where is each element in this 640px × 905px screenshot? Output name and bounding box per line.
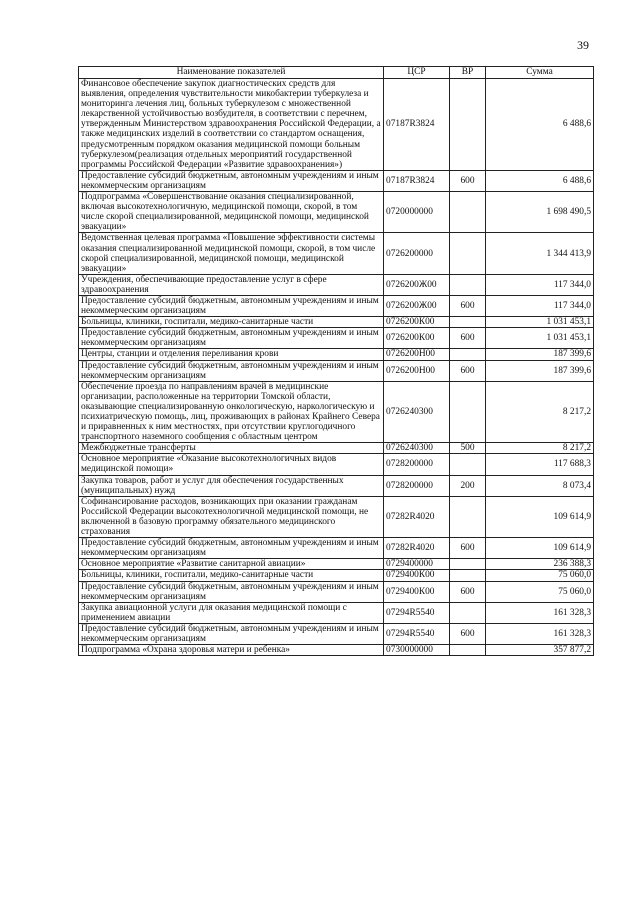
cell-sum: 187 399,6 xyxy=(486,349,594,360)
cell-sum: 187 399,6 xyxy=(486,360,594,381)
cell-vr xyxy=(450,79,486,171)
table-row xyxy=(79,645,594,656)
cell-vr xyxy=(450,559,486,570)
cell-sum: 6 488,6 xyxy=(486,170,594,191)
cell-name: Предоставление субсидий бюджетным, автономным учреждениям и иным некоммерческим организациям xyxy=(79,328,384,349)
cell-name: Финансовое обеспечение закупок диагностических средств для выявления, определения чувствительности микобактерии туберкулеза и мониторинга лечения лиц, больных туберкулезом с множественной лекарственной устойчивостью возбудителя, в соответствии с перечнем, утвержденным Министерством здравоохранения Российской Федерации, а также медицинских изделий в соответствии со стандартом оснащения, предусмотренным порядком оказания медицинской помощи больным туберкулезом(реализация отдельных мероприятий государственной программы Российской Федерации «Развитие здравоохранения») xyxy=(79,79,384,171)
cell-sum: 161 328,3 xyxy=(486,602,594,623)
cell-csr: 0729400К00 xyxy=(384,581,450,602)
table-row xyxy=(79,295,594,316)
page-number: 39 xyxy=(577,38,589,52)
cell-csr: 0726200000 xyxy=(384,233,450,274)
cell-name: Предоставление субсидий бюджетным, автономным учреждениям и иным некоммерческим организациям xyxy=(79,295,384,316)
cell-vr xyxy=(450,454,486,475)
cell-name: Основное мероприятие «Развитие санитарной авиации» xyxy=(79,559,384,570)
cell-csr: 07294R5540 xyxy=(384,602,450,623)
table-row xyxy=(79,454,594,475)
cell-sum: 357 877,2 xyxy=(486,645,594,656)
cell-name: Подпрограмма «Совершенствование оказания специализированной, включая высокотехнологичную, медицинской помощи, скорой, в том числе скорой специализированной, медицинской помощи, медицинской эвакуации» xyxy=(79,192,384,233)
cell-vr: 600 xyxy=(450,295,486,316)
cell-csr: 07294R5540 xyxy=(384,623,450,644)
table-row xyxy=(79,559,594,570)
cell-sum: 109 614,9 xyxy=(486,496,594,537)
cell-csr: 0726240300 xyxy=(384,381,450,443)
table-row xyxy=(79,581,594,602)
cell-sum: 1 344 413,9 xyxy=(486,233,594,274)
cell-csr: 0726240300 xyxy=(384,443,450,454)
header-name: Наименование показателей xyxy=(79,67,384,79)
cell-vr xyxy=(450,233,486,274)
cell-csr: 0726200К00 xyxy=(384,328,450,349)
cell-vr xyxy=(450,349,486,360)
cell-vr: 200 xyxy=(450,475,486,496)
table-row xyxy=(79,317,594,328)
cell-vr: 500 xyxy=(450,443,486,454)
cell-vr xyxy=(450,645,486,656)
cell-sum: 8 217,2 xyxy=(486,381,594,443)
table-row xyxy=(79,349,594,360)
cell-sum: 75 060,0 xyxy=(486,570,594,581)
cell-vr xyxy=(450,192,486,233)
cell-name: Предоставление субсидий бюджетным, автономным учреждениям и иным некоммерческим организациям xyxy=(79,581,384,602)
table-row xyxy=(79,192,594,233)
cell-csr: 07282R4020 xyxy=(384,496,450,537)
table-row xyxy=(79,381,594,443)
cell-name: Обеспечение проезда по направлениям врачей в медицинские организации, расположенные на территории Томской области, оказывающие специализированную онкологическую, наркологическую и психиатрическую помощь, лиц, проживающих в районах Крайнего Севера и приравненных к ним местностях, при отсутствии круглогодичного транспортного наземного сообщения с областным центром xyxy=(79,381,384,443)
table-row xyxy=(79,475,594,496)
cell-csr: 0726200К00 xyxy=(384,317,450,328)
table-header-row xyxy=(79,67,594,79)
header-csr: ЦСР xyxy=(384,67,450,79)
cell-sum: 8 217,2 xyxy=(486,443,594,454)
cell-sum: 6 488,6 xyxy=(486,79,594,171)
cell-name: Больницы, клиники, госпитали, медико-санитарные части xyxy=(79,317,384,328)
cell-name: Предоставление субсидий бюджетным, автономным учреждениям и иным некоммерческим организациям xyxy=(79,360,384,381)
table-row xyxy=(79,79,594,171)
table-row xyxy=(79,570,594,581)
cell-name: Предоставление субсидий бюджетным, автономным учреждениям и иным некоммерческим организациям xyxy=(79,623,384,644)
cell-name: Межбюджетные трансферты xyxy=(79,443,384,454)
cell-name: Софинансирование расходов, возникающих при оказании гражданам Российской Федерации высокотехнологичной медицинской помощи, не включенной в базовую программу обязательного медицинского страхования xyxy=(79,496,384,537)
cell-csr: 0720000000 xyxy=(384,192,450,233)
cell-name: Ведомственная целевая программа «Повышение эффективности системы оказания специализированной медицинской помощи, скорой, в том числе скорой специализированной, медицинской помощи, медицинской эвакуации» xyxy=(79,233,384,274)
cell-vr: 600 xyxy=(450,581,486,602)
cell-name: Больницы, клиники, госпитали, медико-санитарные части xyxy=(79,570,384,581)
cell-sum: 109 614,9 xyxy=(486,538,594,559)
table-row xyxy=(79,274,594,295)
cell-csr: 0728200000 xyxy=(384,454,450,475)
table-row xyxy=(79,538,594,559)
table-row xyxy=(79,328,594,349)
cell-csr: 0729400000 xyxy=(384,559,450,570)
cell-vr xyxy=(450,602,486,623)
cell-csr: 0726200Н00 xyxy=(384,360,450,381)
cell-name: Основное мероприятие «Оказание высокотехнологичных видов медицинской помощи» xyxy=(79,454,384,475)
cell-sum: 117 688,3 xyxy=(486,454,594,475)
cell-sum: 1 031 453,1 xyxy=(486,317,594,328)
table-row xyxy=(79,602,594,623)
cell-csr: 07187R3824 xyxy=(384,170,450,191)
cell-vr xyxy=(450,317,486,328)
cell-name: Учреждения, обеспечивающие предоставление услуг в сфере здравоохранения xyxy=(79,274,384,295)
cell-vr xyxy=(450,496,486,537)
table-row xyxy=(79,623,594,644)
cell-name: Предоставление субсидий бюджетным, автономным учреждениям и иным некоммерческим организациям xyxy=(79,170,384,191)
cell-sum: 1 031 453,1 xyxy=(486,328,594,349)
cell-csr: 0728200000 xyxy=(384,475,450,496)
cell-sum: 8 073,4 xyxy=(486,475,594,496)
table-row xyxy=(79,233,594,274)
cell-vr xyxy=(450,274,486,295)
cell-vr: 600 xyxy=(450,538,486,559)
cell-vr: 600 xyxy=(450,328,486,349)
cell-csr: 0729400К00 xyxy=(384,570,450,581)
table-row xyxy=(79,443,594,454)
cell-name: Закупка товаров, работ и услуг для обеспечения государственных (муниципальных) нужд xyxy=(79,475,384,496)
cell-sum: 117 344,0 xyxy=(486,274,594,295)
header-sum: Сумма xyxy=(486,67,594,79)
cell-sum: 1 698 490,5 xyxy=(486,192,594,233)
table-row xyxy=(79,170,594,191)
cell-name: Подпрограмма «Охрана здоровья матери и ребенка» xyxy=(79,645,384,656)
cell-csr: 07282R4020 xyxy=(384,538,450,559)
cell-vr xyxy=(450,570,486,581)
cell-csr: 0730000000 xyxy=(384,645,450,656)
cell-vr: 600 xyxy=(450,170,486,191)
cell-vr xyxy=(450,381,486,443)
cell-sum: 117 344,0 xyxy=(486,295,594,316)
table-row xyxy=(79,496,594,537)
cell-sum: 75 060,0 xyxy=(486,581,594,602)
cell-vr: 600 xyxy=(450,623,486,644)
cell-sum: 161 328,3 xyxy=(486,623,594,644)
cell-name: Центры, станции и отделения переливания крови xyxy=(79,349,384,360)
cell-vr: 600 xyxy=(450,360,486,381)
budget-table xyxy=(78,66,594,656)
cell-name: Предоставление субсидий бюджетным, автономным учреждениям и иным некоммерческим организациям xyxy=(79,538,384,559)
cell-csr: 07187R3824 xyxy=(384,79,450,171)
cell-name: Закупка авиационной услуги для оказания медицинской помощи с применением авиации xyxy=(79,602,384,623)
table-row xyxy=(79,360,594,381)
cell-csr: 0726200Н00 xyxy=(384,349,450,360)
cell-csr: 0726200Ж00 xyxy=(384,274,450,295)
header-vr: ВР xyxy=(450,67,486,79)
cell-sum: 236 388,3 xyxy=(486,559,594,570)
cell-csr: 0726200Ж00 xyxy=(384,295,450,316)
